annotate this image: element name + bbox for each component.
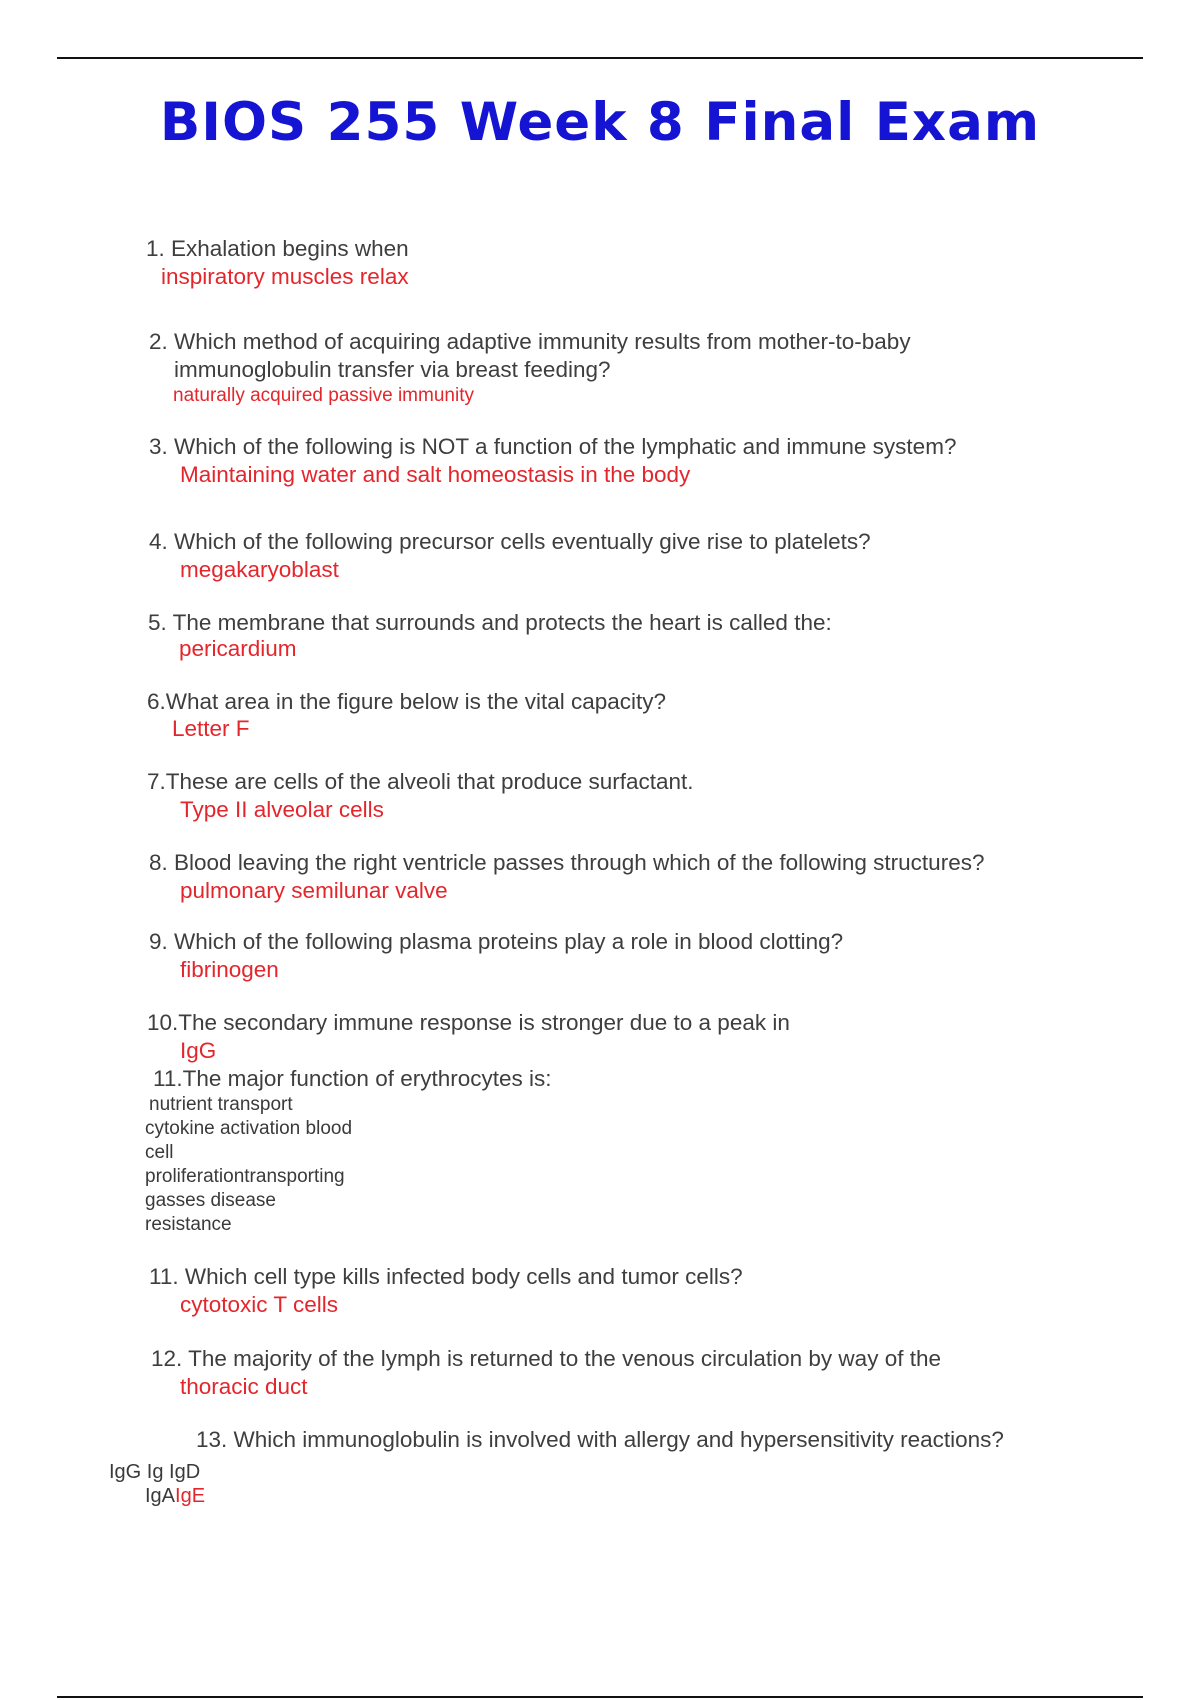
question-2-line-2: immunoglobulin transfer via breast feeding?	[174, 357, 611, 382]
question-2-line-1: 2. Which method of acquiring adaptive immunity results from mother-to-baby	[149, 329, 911, 354]
question-11-erythrocytes: 11.The major function of erythrocytes is:	[153, 1066, 552, 1091]
bottom-rule	[57, 1696, 1143, 1698]
question-4: 4. Which of the following precursor cells eventually give rise to platelets?	[149, 529, 871, 554]
top-rule	[57, 57, 1143, 59]
answer-1: inspiratory muscles relax	[161, 264, 409, 289]
option-line: proliferationtransporting	[145, 1166, 345, 1187]
question-11-cell-type: 11. Which cell type kills infected body cells and tumor cells?	[149, 1264, 743, 1289]
page-title: BIOS 255 Week 8 Final Exam	[159, 92, 1041, 153]
answer-5: pericardium	[179, 636, 297, 661]
question-13: 13. Which immunoglobulin is involved with allergy and hypersensitivity reactions?	[196, 1427, 1004, 1452]
answer-11: cytotoxic T cells	[180, 1292, 338, 1317]
answer-2: naturally acquired passive immunity	[173, 385, 474, 406]
question-1: 1. Exhalation begins when	[146, 236, 409, 261]
option-prefix: IgA	[145, 1485, 176, 1507]
answer-9: fibrinogen	[180, 957, 279, 982]
question-6: 6.What area in the figure below is the vital capacity?	[147, 689, 667, 714]
option-line: IgG Ig IgD	[109, 1461, 201, 1483]
question-9: 9. Which of the following plasma proteins play a role in blood clotting?	[149, 929, 844, 954]
answer-4: megakaryoblast	[180, 557, 339, 582]
answer-7: Type II alveolar cells	[180, 797, 384, 822]
option-line-2	[145, 1485, 205, 1508]
question-12: 12. The majority of the lymph is returned to the venous circulation by way of the	[151, 1346, 941, 1371]
answer-6: Letter F	[172, 716, 250, 741]
question-8: 8. Blood leaving the right ventricle passes through which of the following structures?	[149, 850, 985, 875]
question-7: 7.These are cells of the alveoli that produce surfactant.	[147, 769, 694, 794]
question-3: 3. Which of the following is NOT a function of the lymphatic and immune system?	[149, 434, 957, 459]
answer-10: IgG	[180, 1038, 217, 1063]
option-line: nutrient transport	[149, 1094, 293, 1115]
answer-3: Maintaining water and salt homeostasis in the body	[180, 462, 691, 487]
question-10: 10.The secondary immune response is stronger due to a peak in	[147, 1010, 790, 1035]
answer-13: IgE	[175, 1485, 206, 1507]
option-line: resistance	[145, 1214, 232, 1235]
option-line: cell	[145, 1142, 174, 1163]
answer-12: thoracic duct	[180, 1374, 308, 1399]
question-5: 5. The membrane that surrounds and protects the heart is called the:	[148, 610, 832, 635]
option-line: cytokine activation blood	[145, 1118, 353, 1139]
answer-8: pulmonary semilunar valve	[180, 878, 448, 903]
option-line: gasses disease	[145, 1190, 276, 1211]
